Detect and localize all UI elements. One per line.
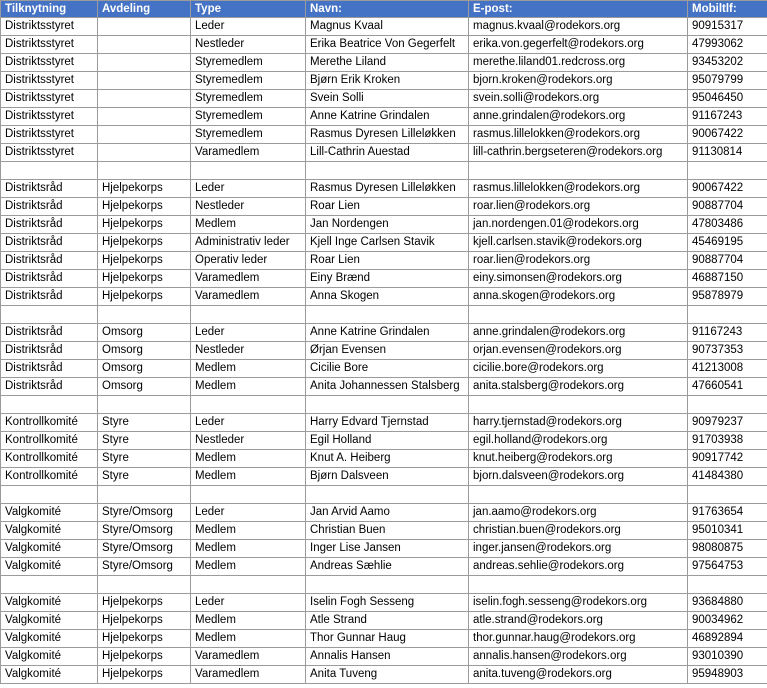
- spacer-row: [1, 162, 767, 180]
- table-body: [1, 18, 767, 684]
- spacer-row: [1, 576, 767, 594]
- table-cell[interactable]: roar.lien@rodekors.org: [469, 252, 688, 270]
- table-cell[interactable]: 95079799: [688, 72, 767, 90]
- table-cell[interactable]: svein.solli@rodekors.org: [469, 90, 688, 108]
- table-cell[interactable]: Distriktsråd: [1, 360, 98, 378]
- table-cell[interactable]: Hjelpekorps: [98, 630, 191, 648]
- table-row: [1, 630, 767, 648]
- table-cell[interactable]: 90979237: [688, 414, 767, 432]
- table-cell[interactable]: Styremedlem: [191, 72, 306, 90]
- table-cell[interactable]: 90034962: [688, 612, 767, 630]
- table-cell[interactable]: Rasmus Dyresen Lilleløkken: [306, 180, 469, 198]
- table-cell[interactable]: cicilie.bore@rodekors.org: [469, 360, 688, 378]
- table-cell[interactable]: Styre/Omsorg: [98, 504, 191, 522]
- table-cell[interactable]: [688, 576, 767, 594]
- table-cell[interactable]: Kontrollkomité: [1, 432, 98, 450]
- table-cell[interactable]: erika.von.gegerfelt@rodekors.org: [469, 36, 688, 54]
- table-cell[interactable]: egil.holland@rodekors.org: [469, 432, 688, 450]
- table-cell[interactable]: Kontrollkomité: [1, 450, 98, 468]
- table-cell[interactable]: Lill-Cathrin Auestad: [306, 144, 469, 162]
- header-cell[interactable]: Avdeling: [98, 1, 191, 18]
- table-row: [1, 540, 767, 558]
- table-cell[interactable]: 95948903: [688, 666, 767, 684]
- table-cell[interactable]: Varamedlem: [191, 144, 306, 162]
- table-cell[interactable]: atle.strand@rodekors.org: [469, 612, 688, 630]
- table-cell[interactable]: 90887704: [688, 198, 767, 216]
- table-cell[interactable]: Erika Beatrice Von Gegerfelt: [306, 36, 469, 54]
- table-cell[interactable]: [1, 162, 98, 180]
- table-cell[interactable]: Distriktsstyret: [1, 126, 98, 144]
- table-cell[interactable]: Anita Tuveng: [306, 666, 469, 684]
- table-cell[interactable]: Valgkomité: [1, 648, 98, 666]
- table-cell[interactable]: Styre/Omsorg: [98, 558, 191, 576]
- table-cell[interactable]: [98, 18, 191, 36]
- table-cell[interactable]: 95046450: [688, 90, 767, 108]
- table-cell[interactable]: Hjelpekorps: [98, 180, 191, 198]
- table-cell[interactable]: annalis.hansen@rodekors.org: [469, 648, 688, 666]
- table-cell[interactable]: Hjelpekorps: [98, 198, 191, 216]
- header-cell[interactable]: Type: [191, 1, 306, 18]
- table-cell[interactable]: anne.grindalen@rodekors.org: [469, 324, 688, 342]
- table-cell[interactable]: Distriktsstyret: [1, 144, 98, 162]
- table-cell[interactable]: Anna Skogen: [306, 288, 469, 306]
- table-cell[interactable]: 90067422: [688, 126, 767, 144]
- table-row: [1, 468, 767, 486]
- table-cell[interactable]: anita.stalsberg@rodekors.org: [469, 378, 688, 396]
- table-cell[interactable]: Leder: [191, 324, 306, 342]
- table-cell[interactable]: Bjørn Dalsveen: [306, 468, 469, 486]
- table-cell[interactable]: Christian Buen: [306, 522, 469, 540]
- table-cell[interactable]: Distriktsstyret: [1, 108, 98, 126]
- table-cell[interactable]: [98, 126, 191, 144]
- table-cell[interactable]: 93010390: [688, 648, 767, 666]
- table-row: [1, 54, 767, 72]
- table-cell[interactable]: Styremedlem: [191, 108, 306, 126]
- table-cell[interactable]: jan.nordengen.01@rodekors.org: [469, 216, 688, 234]
- table-cell[interactable]: 90887704: [688, 252, 767, 270]
- table-cell[interactable]: Ørjan Evensen: [306, 342, 469, 360]
- table-cell[interactable]: Valgkomité: [1, 504, 98, 522]
- table-cell[interactable]: [98, 36, 191, 54]
- table-cell[interactable]: merethe.liland01.redcross.org: [469, 54, 688, 72]
- table-row: [1, 504, 767, 522]
- table-cell[interactable]: Distriktsstyret: [1, 90, 98, 108]
- table-cell[interactable]: Leder: [191, 504, 306, 522]
- table-row: [1, 288, 767, 306]
- table-cell[interactable]: [469, 576, 688, 594]
- table-cell[interactable]: Roar Lien: [306, 198, 469, 216]
- table-cell[interactable]: Distriktsråd: [1, 180, 98, 198]
- table-cell[interactable]: Distriktsråd: [1, 234, 98, 252]
- table-cell[interactable]: [306, 306, 469, 324]
- table-cell[interactable]: 95010341: [688, 522, 767, 540]
- header-cell[interactable]: Navn:: [306, 1, 469, 18]
- table-cell[interactable]: [306, 486, 469, 504]
- table-cell[interactable]: Omsorg: [98, 378, 191, 396]
- table-cell[interactable]: Hjelpekorps: [98, 594, 191, 612]
- table-cell[interactable]: 91703938: [688, 432, 767, 450]
- table-cell[interactable]: Hjelpekorps: [98, 648, 191, 666]
- table-cell[interactable]: Distriktsråd: [1, 216, 98, 234]
- table-cell[interactable]: Omsorg: [98, 360, 191, 378]
- table-cell[interactable]: Hjelpekorps: [98, 612, 191, 630]
- table-cell[interactable]: Styre/Omsorg: [98, 522, 191, 540]
- table-cell[interactable]: [98, 486, 191, 504]
- table-cell[interactable]: Svein Solli: [306, 90, 469, 108]
- table-cell[interactable]: Distriktsråd: [1, 324, 98, 342]
- table-cell[interactable]: [688, 162, 767, 180]
- table-cell[interactable]: [98, 72, 191, 90]
- table-row: [1, 522, 767, 540]
- table-row: [1, 414, 767, 432]
- table-cell[interactable]: bjorn.dalsveen@rodekors.org: [469, 468, 688, 486]
- table-cell[interactable]: einy.simonsen@rodekors.org: [469, 270, 688, 288]
- table-row: [1, 198, 767, 216]
- table-cell[interactable]: 95878979: [688, 288, 767, 306]
- table-row: [1, 18, 767, 36]
- table-cell[interactable]: anita.tuveng@rodekors.org: [469, 666, 688, 684]
- table-cell[interactable]: 91763654: [688, 504, 767, 522]
- table-cell[interactable]: Atle Strand: [306, 612, 469, 630]
- table-cell[interactable]: [306, 576, 469, 594]
- table-cell[interactable]: roar.lien@rodekors.org: [469, 198, 688, 216]
- table-cell[interactable]: 91167243: [688, 108, 767, 126]
- table-cell[interactable]: [1, 306, 98, 324]
- table-cell[interactable]: [1, 396, 98, 414]
- table-cell[interactable]: Distriktsråd: [1, 252, 98, 270]
- table-cell[interactable]: Styre: [98, 414, 191, 432]
- table-cell[interactable]: Varamedlem: [191, 666, 306, 684]
- table-cell[interactable]: 45469195: [688, 234, 767, 252]
- table-cell[interactable]: [98, 576, 191, 594]
- table-cell[interactable]: Anita Johannessen Stalsberg: [306, 378, 469, 396]
- table-cell[interactable]: Kjell Inge Carlsen Stavik: [306, 234, 469, 252]
- table-cell[interactable]: Valgkomité: [1, 630, 98, 648]
- table-cell[interactable]: Distriktsstyret: [1, 54, 98, 72]
- table-cell[interactable]: Anne Katrine Grindalen: [306, 108, 469, 126]
- table-cell[interactable]: [191, 306, 306, 324]
- table-cell[interactable]: [469, 162, 688, 180]
- header-cell[interactable]: E-post:: [469, 1, 688, 18]
- table-cell[interactable]: 91167243: [688, 324, 767, 342]
- spacer-row: [1, 396, 767, 414]
- table-cell[interactable]: Valgkomité: [1, 666, 98, 684]
- table-cell[interactable]: 90915317: [688, 18, 767, 36]
- table-row: [1, 594, 767, 612]
- header-cell[interactable]: Mobiltlf:: [688, 1, 767, 18]
- table-row: [1, 648, 767, 666]
- table-cell[interactable]: Bjørn Erik Kroken: [306, 72, 469, 90]
- table-cell[interactable]: kjell.carlsen.stavik@rodekors.org: [469, 234, 688, 252]
- table-row: [1, 144, 767, 162]
- table-row: [1, 666, 767, 684]
- table-cell[interactable]: Omsorg: [98, 324, 191, 342]
- table-cell[interactable]: knut.heiberg@rodekors.org: [469, 450, 688, 468]
- table-cell[interactable]: Valgkomité: [1, 558, 98, 576]
- table-cell[interactable]: Varamedlem: [191, 648, 306, 666]
- table-cell[interactable]: lill-cathrin.bergseteren@rodekors.org: [469, 144, 688, 162]
- table-row: [1, 270, 767, 288]
- table-cell[interactable]: 93684880: [688, 594, 767, 612]
- table-cell[interactable]: Medlem: [191, 378, 306, 396]
- table-cell[interactable]: Jan Arvid Aamo: [306, 504, 469, 522]
- table-cell[interactable]: Knut A. Heiberg: [306, 450, 469, 468]
- table-cell[interactable]: Kontrollkomité: [1, 468, 98, 486]
- table-cell[interactable]: 47993062: [688, 36, 767, 54]
- table-row: [1, 180, 767, 198]
- table-cell[interactable]: Distriktsråd: [1, 342, 98, 360]
- table-cell[interactable]: Medlem: [191, 558, 306, 576]
- table-cell[interactable]: Distriktsstyret: [1, 72, 98, 90]
- table-row: [1, 432, 767, 450]
- table-cell[interactable]: 46887150: [688, 270, 767, 288]
- table-cell[interactable]: [98, 108, 191, 126]
- table-cell[interactable]: [1, 576, 98, 594]
- table-cell[interactable]: [469, 396, 688, 414]
- table-row: [1, 378, 767, 396]
- table-cell[interactable]: Administrativ leder: [191, 234, 306, 252]
- table-cell[interactable]: 93453202: [688, 54, 767, 72]
- table-cell[interactable]: [688, 486, 767, 504]
- table-cell[interactable]: [469, 486, 688, 504]
- table-cell[interactable]: Styre/Omsorg: [98, 540, 191, 558]
- spacer-row: [1, 486, 767, 504]
- table-cell[interactable]: jan.aamo@rodekors.org: [469, 504, 688, 522]
- table-cell[interactable]: 90067422: [688, 180, 767, 198]
- table-row: [1, 324, 767, 342]
- table-cell[interactable]: rasmus.lillelokken@rodekors.org: [469, 126, 688, 144]
- table-cell[interactable]: orjan.evensen@rodekors.org: [469, 342, 688, 360]
- table-cell[interactable]: [688, 396, 767, 414]
- table-cell[interactable]: Distriktsstyret: [1, 18, 98, 36]
- table-cell[interactable]: [1, 486, 98, 504]
- table-cell[interactable]: [688, 306, 767, 324]
- table-cell[interactable]: 47660541: [688, 378, 767, 396]
- table-cell[interactable]: Medlem: [191, 522, 306, 540]
- table-cell[interactable]: [98, 306, 191, 324]
- table-row: [1, 216, 767, 234]
- table-cell[interactable]: Valgkomité: [1, 594, 98, 612]
- table-cell[interactable]: Merethe Liland: [306, 54, 469, 72]
- table-cell[interactable]: Medlem: [191, 612, 306, 630]
- table-cell[interactable]: thor.gunnar.haug@rodekors.org: [469, 630, 688, 648]
- table-cell[interactable]: [191, 486, 306, 504]
- table-cell[interactable]: magnus.kvaal@rodekors.org: [469, 18, 688, 36]
- table-cell[interactable]: [191, 576, 306, 594]
- table-cell[interactable]: [469, 306, 688, 324]
- table-cell[interactable]: [191, 396, 306, 414]
- table-cell[interactable]: Leder: [191, 594, 306, 612]
- table-cell[interactable]: Kontrollkomité: [1, 414, 98, 432]
- table-cell[interactable]: 41484380: [688, 468, 767, 486]
- table-cell[interactable]: Styre: [98, 450, 191, 468]
- table-cell[interactable]: Varamedlem: [191, 270, 306, 288]
- table-cell[interactable]: 41213008: [688, 360, 767, 378]
- table-cell[interactable]: Leder: [191, 18, 306, 36]
- table-cell[interactable]: Medlem: [191, 360, 306, 378]
- table-cell[interactable]: 47803486: [688, 216, 767, 234]
- header-cell[interactable]: Tilknytning: [1, 1, 98, 18]
- table-cell[interactable]: 46892894: [688, 630, 767, 648]
- table-cell[interactable]: Distriktsråd: [1, 378, 98, 396]
- table-cell[interactable]: inger.jansen@rodekors.org: [469, 540, 688, 558]
- table-cell[interactable]: [191, 162, 306, 180]
- table-cell[interactable]: Iselin Fogh Sesseng: [306, 594, 469, 612]
- table-cell[interactable]: Distriktsråd: [1, 198, 98, 216]
- table-cell[interactable]: christian.buen@rodekors.org: [469, 522, 688, 540]
- table-row: [1, 126, 767, 144]
- table-cell[interactable]: Hjelpekorps: [98, 288, 191, 306]
- table-cell[interactable]: Valgkomité: [1, 522, 98, 540]
- table-cell[interactable]: 90737353: [688, 342, 767, 360]
- table-cell[interactable]: anne.grindalen@rodekors.org: [469, 108, 688, 126]
- table-cell[interactable]: Anne Katrine Grindalen: [306, 324, 469, 342]
- table-row: [1, 252, 767, 270]
- table-cell[interactable]: Medlem: [191, 450, 306, 468]
- table-cell[interactable]: [306, 396, 469, 414]
- table-cell[interactable]: bjorn.kroken@rodekors.org: [469, 72, 688, 90]
- table-row: [1, 360, 767, 378]
- table-row: [1, 36, 767, 54]
- table-cell[interactable]: Styre: [98, 468, 191, 486]
- table-cell[interactable]: anna.skogen@rodekors.org: [469, 288, 688, 306]
- table-row: [1, 558, 767, 576]
- table-cell[interactable]: Valgkomité: [1, 612, 98, 630]
- table-cell[interactable]: [98, 396, 191, 414]
- table-row: [1, 90, 767, 108]
- table-cell[interactable]: Magnus Kvaal: [306, 18, 469, 36]
- table-cell[interactable]: Nestleder: [191, 36, 306, 54]
- table-cell[interactable]: 91130814: [688, 144, 767, 162]
- table-cell[interactable]: [306, 162, 469, 180]
- table-cell[interactable]: Nestleder: [191, 342, 306, 360]
- table-cell[interactable]: Medlem: [191, 216, 306, 234]
- table-cell[interactable]: Annalis Hansen: [306, 648, 469, 666]
- table-cell[interactable]: Medlem: [191, 468, 306, 486]
- table-cell[interactable]: Leder: [191, 414, 306, 432]
- table-cell[interactable]: Nestleder: [191, 432, 306, 450]
- table-row: [1, 612, 767, 630]
- table-cell[interactable]: Styremedlem: [191, 90, 306, 108]
- table-cell[interactable]: 98080875: [688, 540, 767, 558]
- table-cell[interactable]: Leder: [191, 180, 306, 198]
- table-cell[interactable]: [98, 54, 191, 72]
- table-row: [1, 342, 767, 360]
- table-cell[interactable]: Hjelpekorps: [98, 252, 191, 270]
- table-cell[interactable]: Varamedlem: [191, 288, 306, 306]
- table-cell[interactable]: Andreas Sæhlie: [306, 558, 469, 576]
- table-cell[interactable]: Medlem: [191, 540, 306, 558]
- table-cell[interactable]: Omsorg: [98, 342, 191, 360]
- table-cell[interactable]: Nestleder: [191, 198, 306, 216]
- table-cell[interactable]: Einy Brænd: [306, 270, 469, 288]
- table-cell[interactable]: Medlem: [191, 630, 306, 648]
- table-cell[interactable]: Jan Nordengen: [306, 216, 469, 234]
- table-cell[interactable]: harry.tjernstad@rodekors.org: [469, 414, 688, 432]
- table-row: [1, 234, 767, 252]
- table-cell[interactable]: Styre: [98, 432, 191, 450]
- table-cell[interactable]: andreas.sehlie@rodekors.org: [469, 558, 688, 576]
- table-cell[interactable]: Hjelpekorps: [98, 666, 191, 684]
- table-cell[interactable]: Harry Edvard Tjernstad: [306, 414, 469, 432]
- table-cell[interactable]: Hjelpekorps: [98, 216, 191, 234]
- table-cell[interactable]: [98, 90, 191, 108]
- table-cell[interactable]: Egil Holland: [306, 432, 469, 450]
- table-cell[interactable]: [98, 162, 191, 180]
- table-cell[interactable]: Operativ leder: [191, 252, 306, 270]
- table-cell[interactable]: Styremedlem: [191, 126, 306, 144]
- table-cell[interactable]: Hjelpekorps: [98, 270, 191, 288]
- spacer-row: [1, 306, 767, 324]
- table-cell[interactable]: 90917742: [688, 450, 767, 468]
- header-row: [1, 1, 767, 18]
- table-cell[interactable]: Distriktsråd: [1, 270, 98, 288]
- table-cell[interactable]: [98, 144, 191, 162]
- table-cell[interactable]: Styremedlem: [191, 54, 306, 72]
- table-cell[interactable]: Valgkomité: [1, 540, 98, 558]
- table-cell[interactable]: iselin.fogh.sesseng@rodekors.org: [469, 594, 688, 612]
- table-header: [1, 1, 767, 18]
- table-row: [1, 450, 767, 468]
- table-cell[interactable]: Rasmus Dyresen Lilleløkken: [306, 126, 469, 144]
- table-cell[interactable]: Roar Lien: [306, 252, 469, 270]
- table-cell[interactable]: Inger Lise Jansen: [306, 540, 469, 558]
- table-cell[interactable]: Distriktsråd: [1, 288, 98, 306]
- table-cell[interactable]: Distriktsstyret: [1, 36, 98, 54]
- table-row: [1, 108, 767, 126]
- table-cell[interactable]: 97564753: [688, 558, 767, 576]
- table-cell[interactable]: Thor Gunnar Haug: [306, 630, 469, 648]
- table-row: [1, 72, 767, 90]
- table-cell[interactable]: Cicilie Bore: [306, 360, 469, 378]
- table-cell[interactable]: Hjelpekorps: [98, 234, 191, 252]
- table-cell[interactable]: rasmus.lillelokken@rodekors.org: [469, 180, 688, 198]
